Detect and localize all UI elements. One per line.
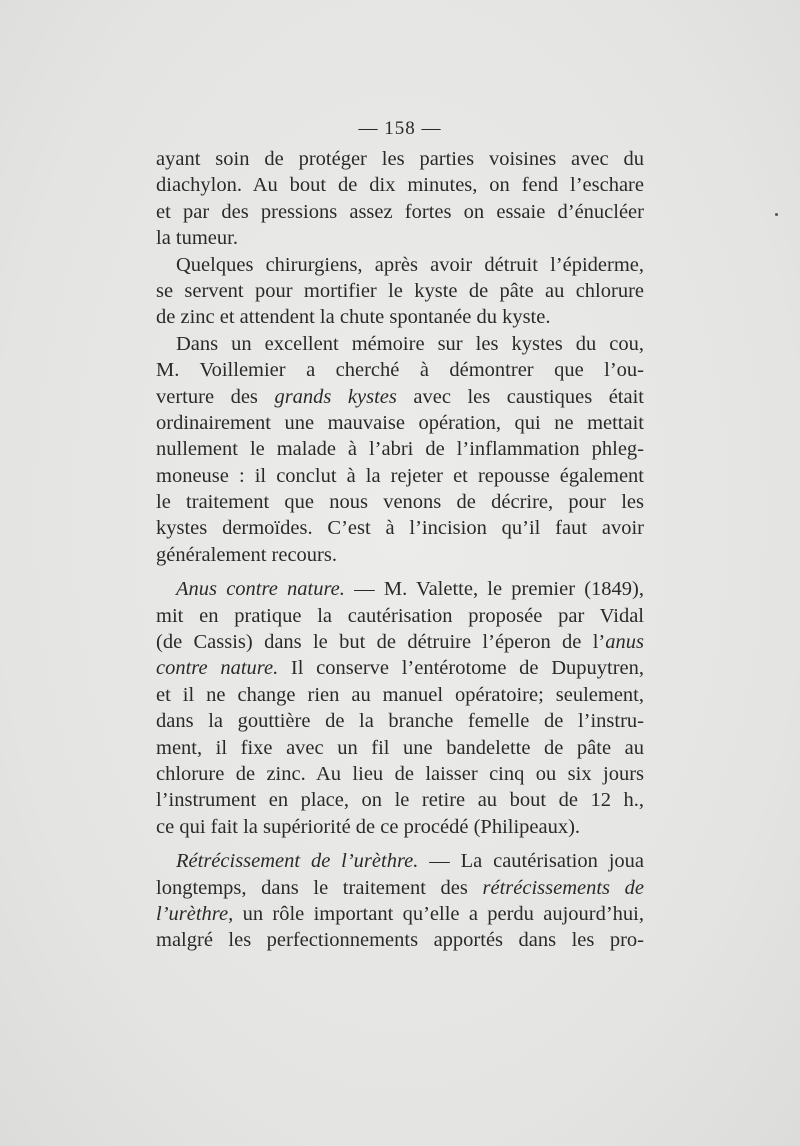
italic-term: grands kystes [274,385,397,408]
text-line: la tumeur. [156,227,238,250]
text-line: nullement le malade à l’abri de l’inflammation phleg- [156,438,644,461]
text-line: mit en pratique la cautérisation proposée par Vidal [156,604,644,627]
text-run: verture des [156,385,258,408]
text-line: de zinc et attendent la chute spontanée du kyste. [156,306,551,329]
text-run: avec les caustiques était [413,385,644,408]
text-line: dans la gouttière de la branche femelle de l’instru- [156,710,644,733]
text-run: Il conserve l’entérotome de Dupuytren, [290,657,644,680]
paragraph-first-line: Dans un excellent mémoire sur les kystes du cou, [176,332,644,355]
italic-term: rétrécissements de [482,876,645,899]
text-line: chlorure de zinc. Au lieu de laisser cinq ou six jours [156,762,644,785]
text-line: malgré les perfectionnements apportés dans les pro- [156,929,644,952]
text-line: ce qui fait la supériorité de ce procédé (Philipeaux). [156,815,581,838]
text-line [156,629,644,655]
text-line [156,655,644,681]
text-line: moneuse : il conclut à la rejeter et repousse également [156,464,644,487]
text-line: le traitement que nous venons de décrire, pour les [156,491,644,514]
section-title: Anus contre nature. [176,578,345,601]
paragraph-first-line: Quelques chirurgiens, après avoir détruit l’épiderme, [176,253,644,276]
text-line [156,901,644,927]
text-line: ayant soin de protéger les parties voisines avec du [156,148,644,170]
text-line: l’instrument en place, on le retire au bout de 12 h., [156,789,644,812]
italic-term: anus [605,631,644,654]
text-line: diachylon. Au bout de dix minutes, on fend l’eschare [156,174,644,197]
section-title: Rétrécissement de l’urèthre. [176,850,419,873]
text-run: — La cautérisation joua [429,850,644,873]
italic-term: l’urèthre, [156,902,234,925]
text-line: généralement recours. [156,543,337,566]
italic-term: contre nature. [156,657,279,680]
text-run: — M. Valette, le premier (1849), [354,578,645,601]
text-line: ordinairement une mauvaise opération, qui ne mettait [156,411,644,434]
text-run: (de Cassis) dans le but de détruire l’éperon de l’ [156,631,606,654]
text-line: et il ne change rien au manuel opératoire; seulement, [156,683,644,706]
text-run: longtemps, dans le traitement des [156,876,468,899]
text-line: se servent pour mortifier le kyste de pâte au chlorure [156,279,644,302]
text-line: ment, il fixe avec un fil une bandelette de pâte au [156,736,644,759]
page-number: — 158 — [358,118,442,139]
text-line: et par des pressions assez fortes on essaie d’énucléer [156,200,644,223]
text-line [156,384,644,410]
text-run: un rôle important qu’elle a perdu aujourd’hui, [242,902,645,925]
speck [775,213,778,216]
text-line: M. Voillemier a cherché à démontrer que l’ou- [156,359,644,382]
text-line [156,875,644,901]
section-heading-line [156,848,644,874]
section-heading-line [156,576,644,602]
text-line: kystes dermoïdes. C’est à l’incision qu’il faut avoir [156,517,644,540]
body-text [156,146,644,954]
